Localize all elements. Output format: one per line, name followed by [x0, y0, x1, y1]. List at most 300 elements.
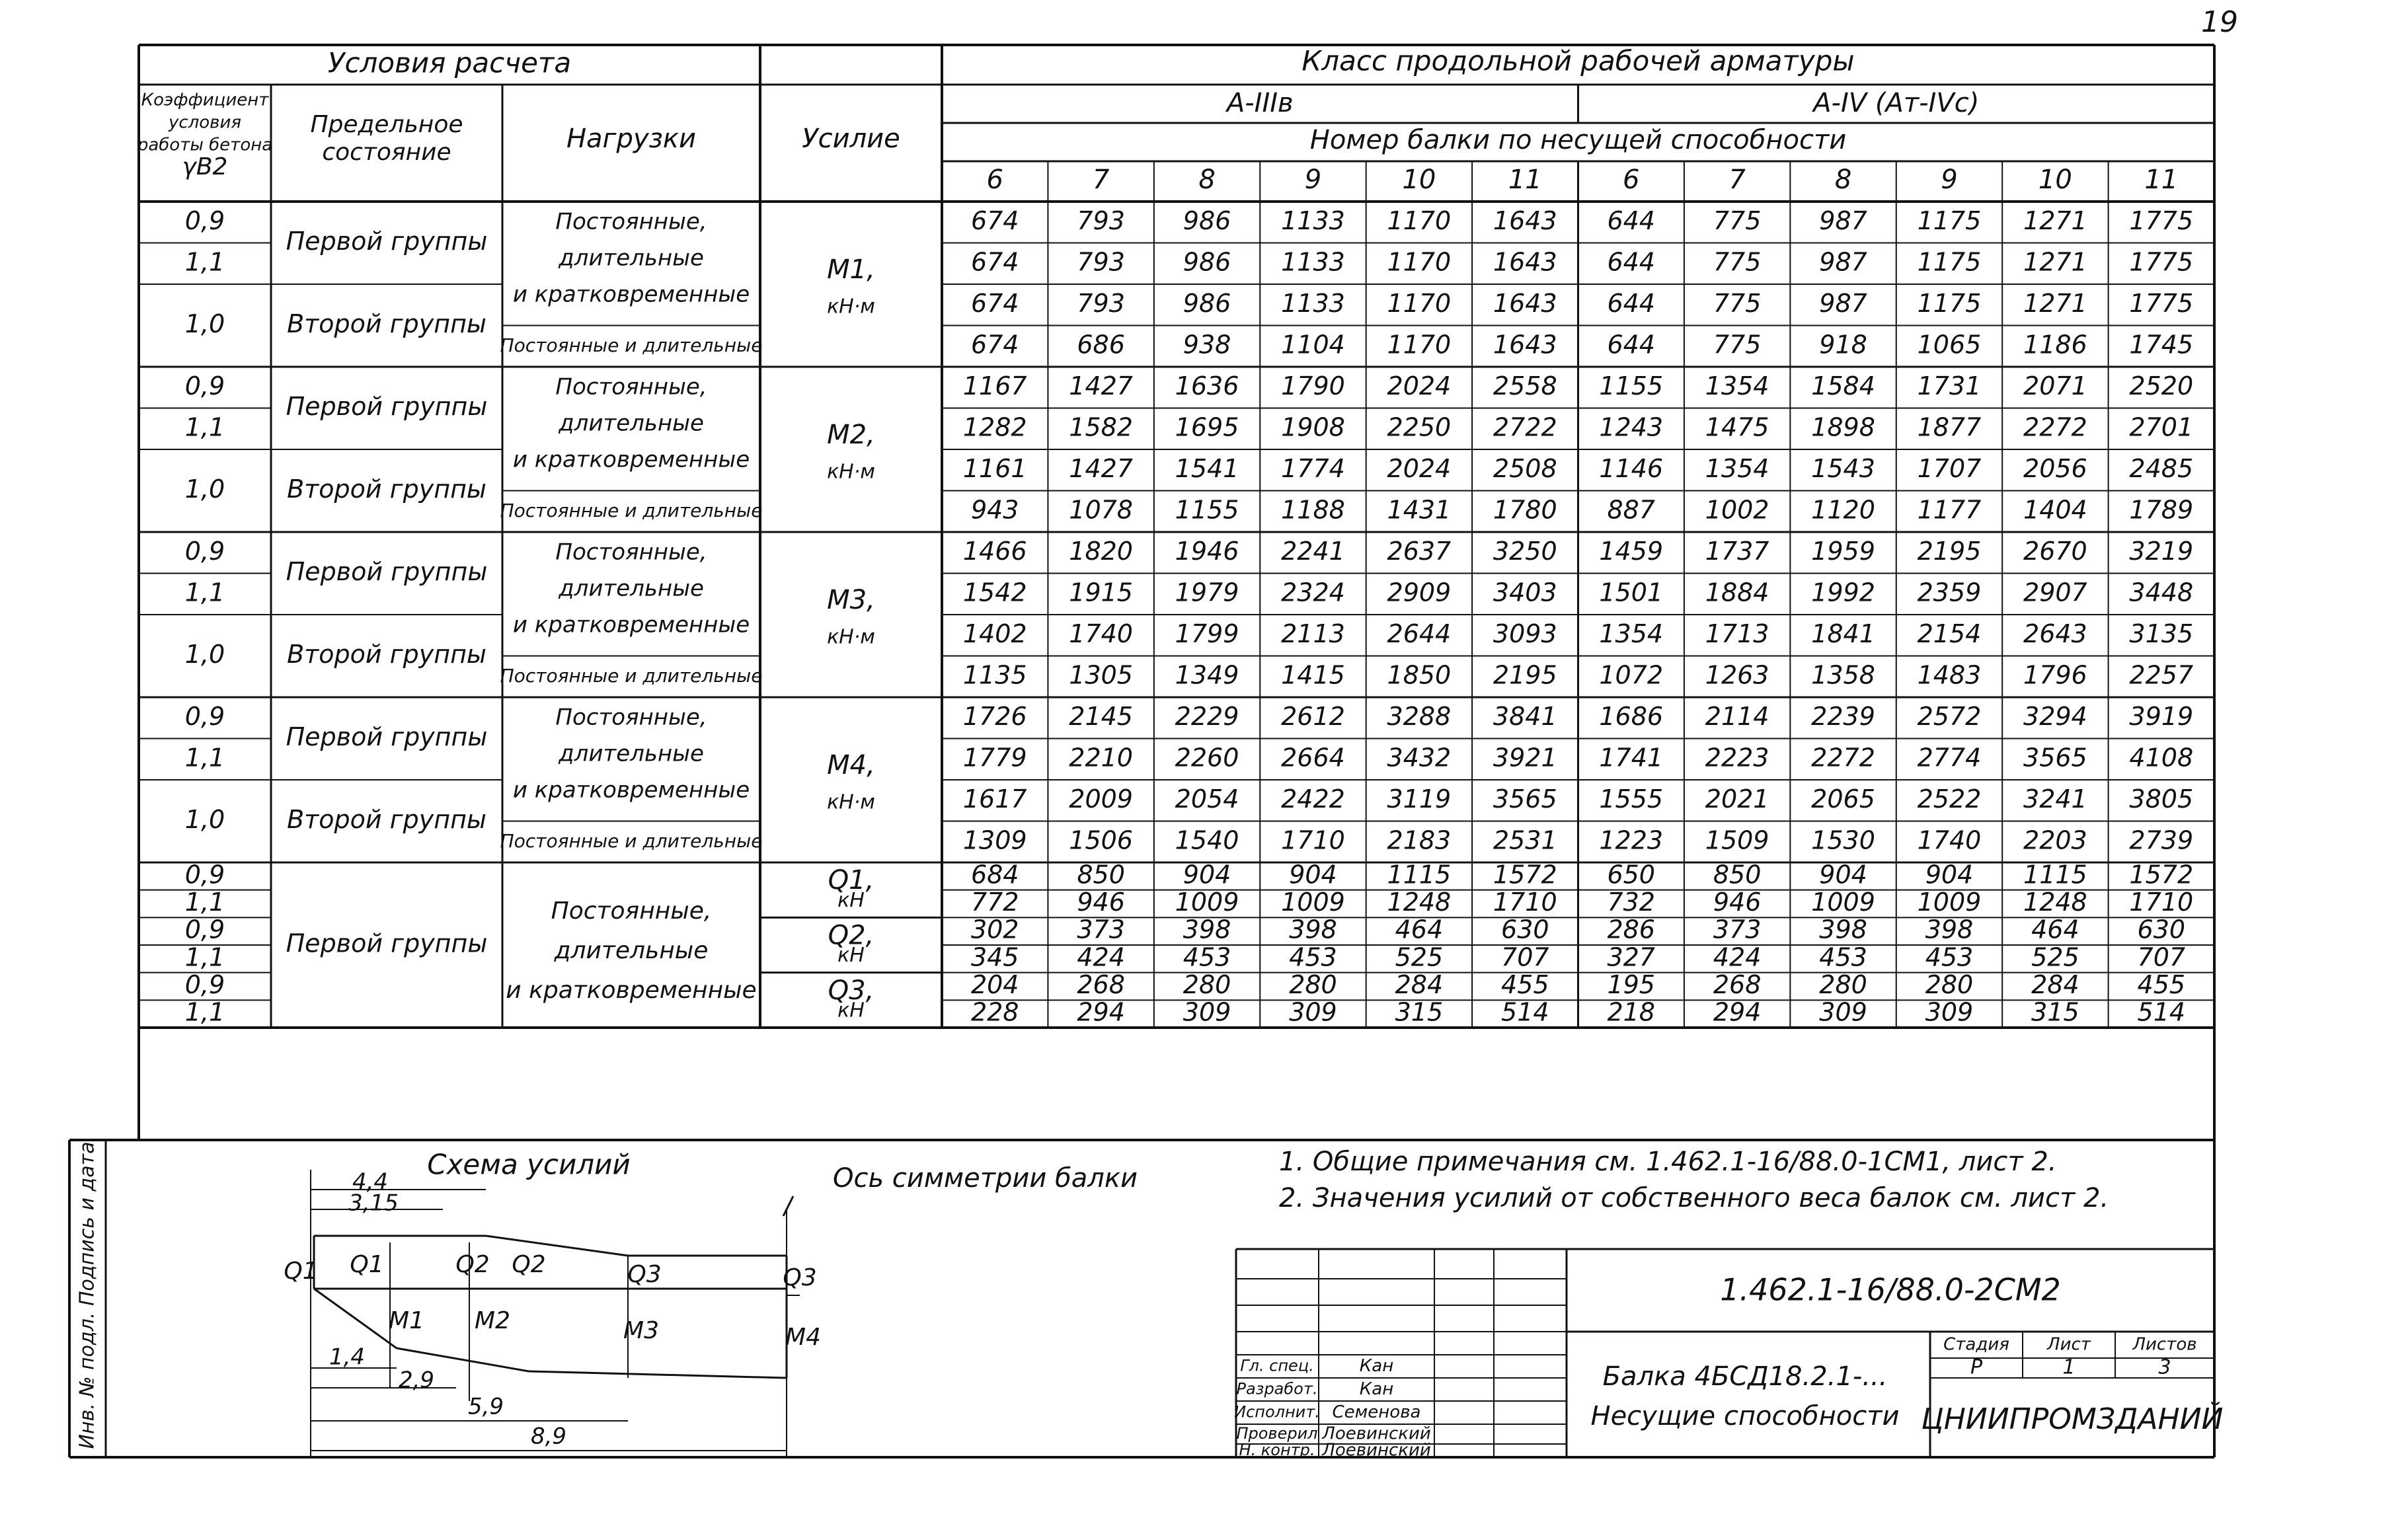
sheet-value: 1 [2062, 1355, 2076, 1379]
value-cell: 2272 [1811, 743, 1875, 773]
coef-value: 1,1 [184, 888, 225, 917]
doc-code: 1.462.1-16/88.0-2СМ2 [1720, 1272, 2061, 1308]
value-cell: 1188 [1281, 495, 1345, 525]
value-cell: 3219 [2129, 536, 2194, 566]
value-cell: 904 [1183, 860, 1231, 890]
dim-2-9: 2,9 [398, 1367, 435, 1394]
value-cell: 1282 [962, 412, 1027, 442]
beam-outline [486, 1236, 628, 1256]
value-cell: 1908 [1281, 412, 1345, 442]
force-name: Q3, [828, 975, 874, 1006]
note-2: 2. Значения усилий от собственного веса балок см. лист 2. [1279, 1183, 2109, 1213]
value-cell: 2774 [1917, 743, 1982, 773]
loads-header: Нагрузки [566, 124, 697, 154]
loads-perm: Постоянные и длительные [500, 499, 763, 521]
value-cell: 1643 [1493, 206, 1557, 235]
value-cell: 1775 [2129, 247, 2194, 277]
value-cell: 455 [2137, 970, 2186, 999]
value-cell: 2739 [2129, 825, 2194, 855]
value-cell: 2113 [1281, 619, 1345, 648]
loads-full: Постоянные, [555, 373, 707, 400]
value-cell: 987 [1819, 247, 1867, 277]
value-cell: 943 [970, 495, 1019, 525]
dim-3-15: 3,15 [348, 1190, 399, 1217]
value-cell: 2195 [1493, 660, 1557, 690]
value-cell: 302 [970, 915, 1019, 944]
value-cell: 309 [1183, 997, 1231, 1027]
header-class: Класс продольной рабочей арматуры [1301, 44, 1855, 77]
loads-full: длительные [554, 937, 709, 964]
coef-value: 1,1 [184, 997, 225, 1027]
value-cell: 424 [1713, 942, 1762, 972]
value-cell: 1530 [1811, 825, 1875, 855]
value-cell: 686 [1077, 330, 1125, 360]
value-cell: 3288 [1387, 701, 1452, 731]
state-first: Первой группы [286, 557, 488, 586]
beam-number-11: 11 [2144, 165, 2179, 195]
role-name: Лоевинский [1322, 1440, 1431, 1461]
value-cell: 1133 [1281, 288, 1345, 318]
value-cell: 455 [1501, 970, 1549, 999]
value-cell: 3432 [1387, 743, 1452, 773]
force-unit: кН [837, 999, 865, 1022]
value-cell: 1710 [1281, 825, 1345, 855]
value-cell: 775 [1713, 288, 1762, 318]
coef-value: 0,9 [184, 915, 225, 944]
value-cell: 453 [1925, 942, 1974, 972]
loads-full: и кратковременные [512, 281, 750, 308]
value-cell: 850 [1077, 860, 1125, 890]
value-cell: 2359 [1917, 578, 1982, 607]
value-cell: 525 [1395, 942, 1444, 972]
value-cell: 1065 [1917, 330, 1982, 360]
value-cell: 1431 [1387, 495, 1452, 525]
value-cell: 1161 [962, 453, 1027, 483]
value-cell: 674 [970, 247, 1019, 277]
value-cell: 1146 [1599, 453, 1664, 483]
value-cell: 793 [1077, 247, 1125, 277]
value-cell: 1726 [962, 701, 1027, 731]
beam-outline [314, 1289, 397, 1348]
value-cell: 1427 [1069, 371, 1133, 400]
value-cell: 3565 [2023, 743, 2087, 773]
state-header: Предельное [310, 111, 463, 138]
label-q2: Q2 [512, 1251, 546, 1278]
value-cell: 1710 [2129, 888, 2194, 917]
value-cell: 775 [1713, 206, 1762, 235]
value-cell: 2643 [2023, 619, 2087, 648]
scheme-title: Схема усилий [427, 1148, 631, 1181]
value-cell: 1009 [1175, 888, 1239, 917]
value-cell: 268 [1713, 970, 1762, 999]
value-cell: 1354 [1599, 619, 1664, 648]
value-cell: 1271 [2023, 206, 2087, 235]
value-cell: 2145 [1069, 701, 1133, 731]
value-cell: 1780 [1493, 495, 1557, 525]
loads-full: и кратковременные [512, 777, 750, 804]
value-cell: 1475 [1705, 412, 1769, 442]
value-cell: 2024 [1387, 371, 1452, 400]
value-cell: 918 [1819, 330, 1867, 360]
value-cell: 1841 [1811, 619, 1875, 648]
value-cell: 3805 [2129, 784, 2194, 814]
beam-number-header: Номер балки по несущей способности [1309, 125, 1847, 155]
value-cell: 2324 [1281, 578, 1345, 607]
value-cell: 1796 [2023, 660, 2087, 690]
dim-5-9: 5,9 [467, 1393, 504, 1420]
sheets-value: 3 [2158, 1355, 2171, 1379]
beam-number-6: 6 [1622, 165, 1640, 195]
value-cell: 286 [1607, 915, 1655, 944]
beam-number-10: 10 [1402, 165, 1436, 195]
value-cell: 1992 [1811, 578, 1875, 607]
value-cell: 2239 [1811, 701, 1875, 731]
value-cell: 453 [1183, 942, 1231, 972]
value-cell: 1740 [1917, 825, 1982, 855]
value-cell: 1745 [2129, 330, 2194, 360]
value-cell: 3448 [2129, 578, 2194, 607]
value-cell: 1186 [2023, 330, 2087, 360]
loads-perm: Постоянные и длительные [500, 334, 763, 356]
value-cell: 3294 [2023, 701, 2087, 731]
value-cell: 1737 [1705, 536, 1769, 566]
value-cell: 1636 [1175, 371, 1239, 400]
coef-header: γB2 [182, 153, 228, 180]
value-cell: 1402 [962, 619, 1027, 648]
value-cell: 674 [970, 288, 1019, 318]
value-cell: 2260 [1175, 743, 1239, 773]
coef-value: 1,1 [184, 412, 225, 442]
beam-number-9: 9 [1304, 165, 1322, 195]
value-cell: 1133 [1281, 206, 1345, 235]
value-cell: 887 [1607, 495, 1655, 525]
value-cell: 1078 [1069, 495, 1133, 525]
value-cell: 644 [1607, 247, 1655, 277]
value-cell: 1305 [1069, 660, 1133, 690]
value-cell: 1104 [1281, 330, 1345, 360]
beam-number-8: 8 [1834, 165, 1852, 195]
value-cell: 514 [1501, 997, 1549, 1027]
frame-text [76, 45, 2224, 1461]
loads-full: длительные [559, 740, 704, 767]
class-a-iii: А-IIIв [1226, 88, 1294, 118]
value-cell: 2722 [1493, 412, 1557, 442]
value-cell: 2154 [1917, 619, 1982, 648]
coef-value: 1,1 [184, 247, 225, 277]
value-cell: 1427 [1069, 453, 1133, 483]
value-cell: 309 [1819, 997, 1867, 1027]
force-unit: кН·м [827, 295, 875, 319]
value-cell: 674 [970, 330, 1019, 360]
value-cell: 1710 [1493, 888, 1557, 917]
note-1: 1. Общие примечания см. 1.462.1-16/88.0-1СМ1, лист 2. [1279, 1147, 2057, 1177]
value-cell: 1774 [1281, 453, 1345, 483]
loads-full: Постоянные, [555, 539, 707, 566]
force-unit: кН [837, 888, 865, 912]
value-cell: 4108 [2129, 743, 2194, 773]
role-name: Кан [1359, 1356, 1394, 1376]
value-cell: 398 [1819, 915, 1867, 944]
value-cell: 1009 [1917, 888, 1982, 917]
value-cell: 986 [1183, 206, 1231, 235]
value-cell: 1309 [962, 825, 1027, 855]
value-cell: 1002 [1705, 495, 1769, 525]
coef-value: 1,0 [184, 475, 225, 504]
value-cell: 1979 [1175, 578, 1239, 607]
beam-outline [529, 1371, 787, 1378]
value-cell: 2485 [2129, 453, 2194, 483]
coef-value: 0,9 [184, 701, 225, 731]
value-cell: 1263 [1705, 660, 1769, 690]
label-q3: Q3 [627, 1261, 662, 1288]
value-cell: 1167 [962, 371, 1027, 400]
value-cell: 1155 [1599, 371, 1664, 400]
value-cell: 1543 [1811, 453, 1875, 483]
force-name: M3, [827, 585, 875, 615]
organization: ЦНИИПРОМЗДАНИЙ [1921, 1402, 2224, 1436]
value-cell: 2009 [1069, 784, 1133, 814]
value-cell: 1740 [1069, 619, 1133, 648]
value-cell: 1555 [1599, 784, 1664, 814]
value-cell: 3841 [1493, 701, 1557, 731]
sheet-label: Лист [2047, 1334, 2091, 1355]
state-header: состояние [322, 139, 451, 166]
value-cell: 1643 [1493, 330, 1557, 360]
value-cell: 2054 [1175, 784, 1239, 814]
value-cell: 644 [1607, 206, 1655, 235]
value-cell: 373 [1713, 915, 1762, 944]
value-cell: 1713 [1705, 619, 1769, 648]
value-cell: 1120 [1811, 495, 1875, 525]
value-cell: 3250 [1493, 536, 1557, 566]
value-cell: 1175 [1917, 288, 1982, 318]
value-cell: 644 [1607, 330, 1655, 360]
coef-value: 1,0 [184, 805, 225, 834]
value-cell: 3119 [1387, 784, 1452, 814]
state-first: Первой группы [286, 722, 488, 751]
value-cell: 2114 [1705, 701, 1769, 731]
value-cell: 793 [1077, 288, 1125, 318]
value-cell: 1459 [1599, 536, 1664, 566]
value-cell: 2670 [2023, 536, 2087, 566]
page-number: 19 [2201, 5, 2238, 39]
value-cell: 2558 [1493, 371, 1557, 400]
value-cell: 1358 [1811, 660, 1875, 690]
value-cell: 772 [970, 888, 1019, 917]
value-cell: 373 [1077, 915, 1125, 944]
state-first: Первой группы [286, 392, 488, 421]
value-cell: 514 [2137, 997, 2186, 1027]
value-cell: 1354 [1705, 371, 1769, 400]
value-cell: 1223 [1599, 825, 1664, 855]
value-cell: 1509 [1705, 825, 1769, 855]
state-first: Первой группы [286, 227, 488, 256]
value-cell: 2572 [1917, 701, 1982, 731]
beam-number-11: 11 [1508, 165, 1542, 195]
value-cell: 1170 [1387, 288, 1452, 318]
value-cell: 2203 [2023, 825, 2087, 855]
loads-full: Постоянные, [555, 704, 707, 731]
dim-8-9: 8,9 [530, 1423, 567, 1450]
value-cell: 2422 [1281, 784, 1345, 814]
value-cell: 1582 [1069, 412, 1133, 442]
role-label: Разработ. [1236, 1379, 1318, 1398]
role-name: Кан [1359, 1379, 1394, 1399]
value-cell: 986 [1183, 247, 1231, 277]
value-cell: 1155 [1175, 495, 1239, 525]
loads-full: длительные [559, 575, 704, 602]
value-cell: 1501 [1599, 578, 1664, 607]
value-cell: 987 [1819, 206, 1867, 235]
dim-1-4: 1,4 [329, 1344, 366, 1371]
value-cell: 1707 [1917, 453, 1982, 483]
value-cell: 1009 [1281, 888, 1345, 917]
axis-arrow [783, 1196, 793, 1216]
value-cell: 2508 [1493, 453, 1557, 483]
loads-full: и кратковременные [512, 611, 750, 638]
state-second: Второй группы [287, 640, 486, 669]
value-cell: 1506 [1069, 825, 1133, 855]
value-cell: 1115 [1387, 860, 1452, 890]
value-cell: 2664 [1281, 743, 1345, 773]
class-a-iv: А-IV (Ат-IVс) [1813, 88, 1980, 118]
value-cell: 1354 [1705, 453, 1769, 483]
side-stamp-text: Инв. № подл. Подпись и дата [75, 1141, 99, 1449]
coef-value: 0,9 [184, 371, 225, 400]
value-cell: 2195 [1917, 536, 1982, 566]
value-cell: 398 [1289, 915, 1337, 944]
value-cell: 218 [1607, 997, 1655, 1027]
value-cell: 1572 [2129, 860, 2194, 890]
force-header: Усилие [802, 124, 900, 154]
value-cell: 204 [970, 970, 1019, 999]
value-cell: 630 [2137, 915, 2186, 944]
value-cell: 3919 [2129, 701, 2194, 731]
value-cell: 1877 [1917, 412, 1982, 442]
coef-value: 1,0 [184, 640, 225, 669]
coef-value: 1,1 [184, 942, 225, 972]
value-cell: 1915 [1069, 578, 1133, 607]
value-cell: 1884 [1705, 578, 1769, 607]
value-cell: 904 [1925, 860, 1974, 890]
value-cell: 946 [1077, 888, 1125, 917]
value-cell: 1741 [1599, 743, 1664, 773]
value-cell: 294 [1077, 997, 1125, 1027]
value-cell: 2250 [1387, 412, 1452, 442]
state-second: Второй группы [287, 309, 486, 338]
role-label: Исполнит. [1234, 1402, 1320, 1422]
coef-header: условия [168, 112, 242, 133]
label-m4: M4 [785, 1324, 821, 1351]
loads-full: Постоянные, [555, 208, 707, 235]
value-cell: 1349 [1175, 660, 1239, 690]
value-cell: 1775 [2129, 206, 2194, 235]
value-cell: 946 [1713, 888, 1762, 917]
value-cell: 398 [1183, 915, 1231, 944]
loads-perm: Постоянные и длительные [500, 829, 763, 852]
value-cell: 2021 [1705, 784, 1769, 814]
value-cell: 1572 [1493, 860, 1557, 890]
value-cell: 1959 [1811, 536, 1875, 566]
value-cell: 2522 [1917, 784, 1982, 814]
value-cell: 1009 [1811, 888, 1875, 917]
value-cell: 1898 [1811, 412, 1875, 442]
value-cell: 2272 [2023, 412, 2087, 442]
header-conditions: Условия расчета [327, 46, 572, 79]
value-cell: 1271 [2023, 288, 2087, 318]
loads-full: длительные [559, 245, 704, 272]
value-cell: 1850 [1387, 660, 1452, 690]
state-second: Второй группы [287, 805, 486, 834]
value-cell: 1820 [1069, 536, 1133, 566]
force-unit: кН [837, 944, 865, 968]
value-cell: 2701 [2129, 412, 2194, 442]
value-cell: 1170 [1387, 247, 1452, 277]
value-cell: 294 [1713, 997, 1762, 1027]
value-cell: 3403 [1493, 578, 1557, 607]
value-cell: 3921 [1493, 743, 1557, 773]
value-cell: 1540 [1175, 825, 1239, 855]
value-cell: 1584 [1811, 371, 1875, 400]
stage-value: Р [1970, 1355, 1983, 1379]
value-cell: 986 [1183, 288, 1231, 318]
coef-header: работы бетона [137, 135, 273, 155]
loads-full: длительные [559, 410, 704, 437]
value-cell: 345 [970, 942, 1019, 972]
coef-value: 0,9 [184, 860, 225, 890]
value-cell: 525 [2031, 942, 2079, 972]
force-name: M2, [827, 420, 875, 450]
value-cell: 2210 [1069, 743, 1133, 773]
value-cell: 2612 [1281, 701, 1345, 731]
value-cell: 987 [1819, 288, 1867, 318]
value-cell: 904 [1289, 860, 1337, 890]
value-cell: 2056 [2023, 453, 2087, 483]
value-cell: 284 [2031, 970, 2079, 999]
label-q1: Q1 [284, 1258, 318, 1285]
value-cell: 268 [1077, 970, 1125, 999]
value-cell: 1415 [1281, 660, 1345, 690]
label-q3: Q3 [783, 1264, 817, 1291]
value-cell: 1483 [1917, 660, 1982, 690]
value-cell: 1175 [1917, 206, 1982, 235]
value-cell: 1643 [1493, 247, 1557, 277]
force-unit: кН·м [827, 790, 875, 814]
value-cell: 1271 [2023, 247, 2087, 277]
value-cell: 2241 [1281, 536, 1345, 566]
state-first: Первой группы [286, 929, 488, 958]
role-name: Лоевинский [1322, 1424, 1431, 1444]
loads-full: и кратковременные [512, 446, 750, 473]
value-cell: 1404 [2023, 495, 2087, 525]
value-cell: 1695 [1175, 412, 1239, 442]
value-cell: 1542 [962, 578, 1027, 607]
value-cell: 2531 [1493, 825, 1557, 855]
value-cell: 793 [1077, 206, 1125, 235]
value-cell: 3565 [1493, 784, 1557, 814]
coef-header: Коэффициент [141, 90, 269, 110]
value-cell: 644 [1607, 288, 1655, 318]
value-cell: 327 [1607, 942, 1655, 972]
value-cell: 2520 [2129, 371, 2194, 400]
stage-label: Стадия [1943, 1334, 2009, 1355]
role-name: Семенова [1332, 1402, 1421, 1422]
force-unit: кН·м [827, 460, 875, 484]
label-m3: M3 [623, 1317, 659, 1344]
force-name: M4, [827, 750, 875, 780]
value-cell: 775 [1713, 330, 1762, 360]
value-cell: 228 [970, 997, 1019, 1027]
